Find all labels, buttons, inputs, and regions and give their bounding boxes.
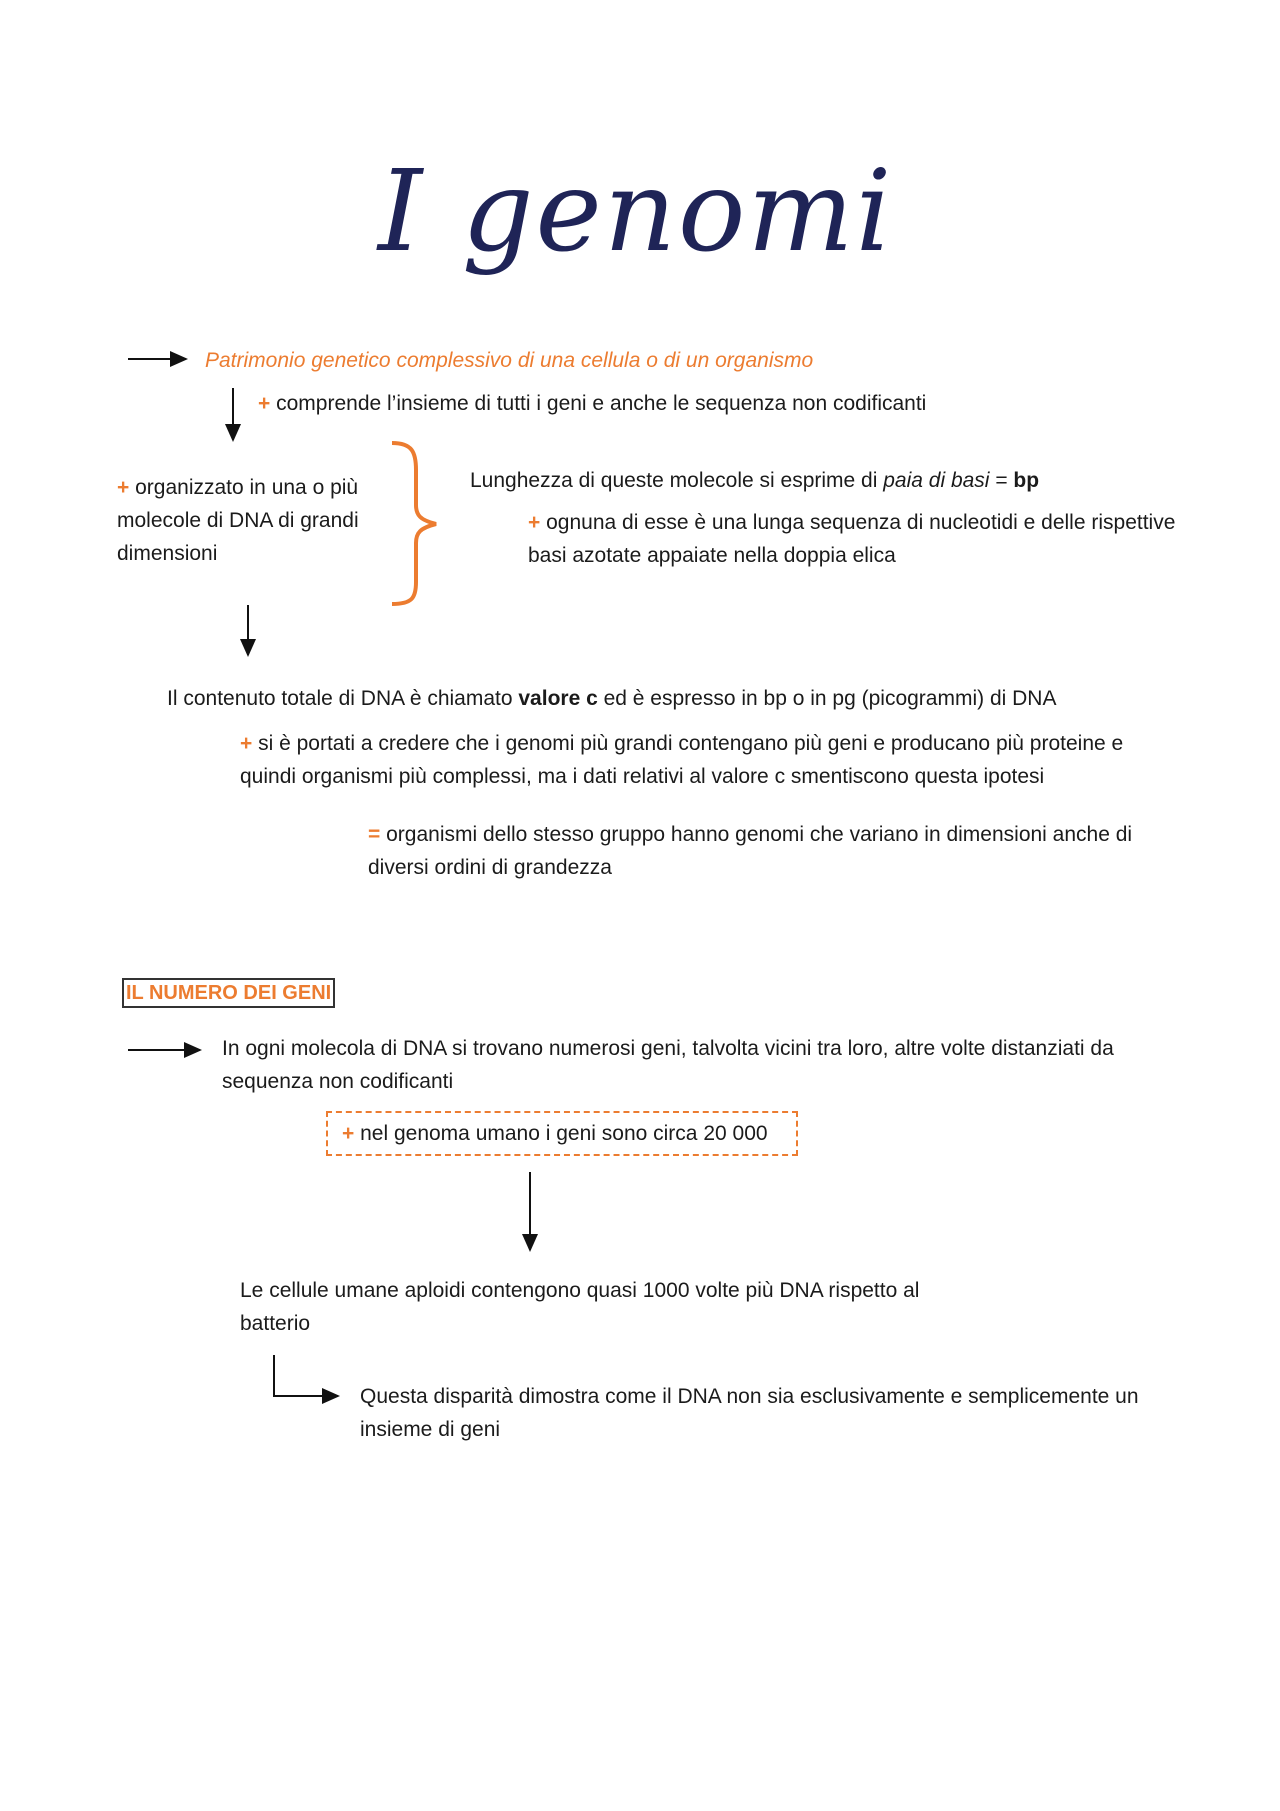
result-text: = organismi dello stesso gruppo hanno genomi che variano in dimensioni anche di diversi ordini di grandezza — [368, 823, 1133, 879]
page-title: I genomi — [378, 147, 894, 277]
human-genes-box: + nel genoma umano i geni sono circa 20 000 — [326, 1111, 798, 1156]
curly-brace-icon — [392, 443, 436, 604]
elbow-arrow-icon — [274, 1355, 338, 1396]
total-dna-text: Il contenuto totale di DNA è chiamato valore c ed è espresso in bp o in pg (picogrammi) di DNA — [167, 687, 1057, 710]
section-heading: IL NUMERO DEI GENI — [122, 978, 335, 1008]
includes-text: + comprende l’insieme di tutti i geni e anche le sequenza non codificanti — [258, 392, 927, 415]
disparity-text: Questa disparità dimostra come il DNA non sia esclusivamente e semplicemente un insieme di geni — [360, 1385, 1139, 1441]
organized-text: + organizzato in una o più molecole di DNA di grandi dimensioni — [117, 476, 359, 565]
haploid-text: Le cellule umane aploidi contengono quasi 1000 volte più DNA rispetto al batterio — [240, 1279, 920, 1335]
each-text: + ognuna di esse è una lunga sequenza di nucleotidi e delle rispettive basi azotate appaiate nella doppia elica — [528, 511, 1176, 567]
molecule-text: In ogni molecola di DNA si trovano numerosi geni, talvolta vicini tra loro, altre volte distanziati da sequenza non codificanti — [222, 1037, 1114, 1093]
belief-text: + si è portati a credere che i genomi più grandi contengano più geni e producano più proteine e quindi organismi più complessi, ma i dati relativi al valore c smentiscono questa ipotesi — [240, 732, 1124, 788]
length-text: Lunghezza di queste molecole si esprime di paia di basi = bp — [470, 469, 1040, 492]
definition-text: Patrimonio genetico complessivo di una cellula o di un organismo — [205, 349, 814, 372]
